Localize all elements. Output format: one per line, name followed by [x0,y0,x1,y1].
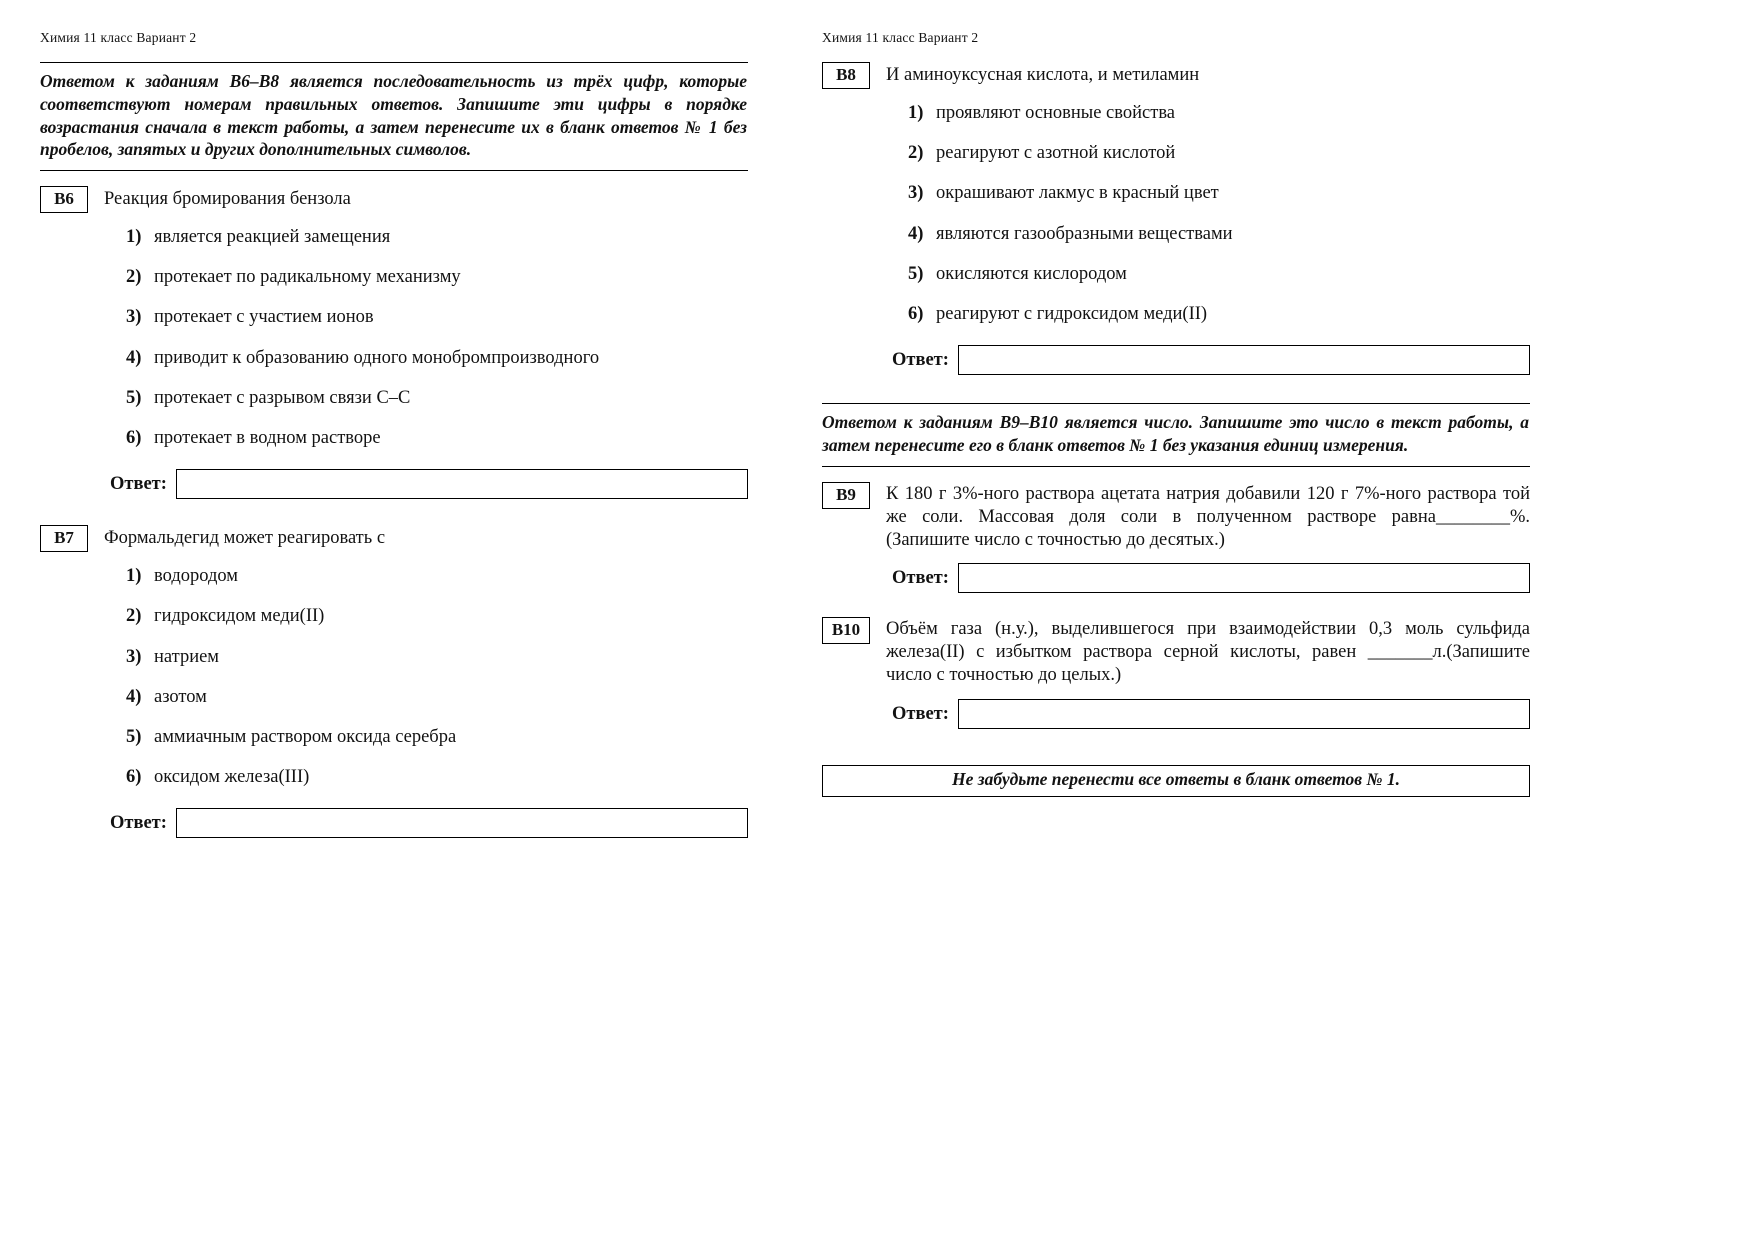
option-text: натрием [154,646,220,667]
instruction-b6-b8: Ответом к заданиям В6–В8 является последовательность из трёх цифр, которые соответствуют номерам правильных ответов. Запишите эти цифры в порядке возрастания сначала в текст работы, а затем перенесите их в бланк ответов № 1 без пробелов, запятых и других дополнительных символов. [40,62,748,171]
option-number: 1) [126,566,142,587]
answer-label-b6: Ответ: [110,473,167,494]
page-header-left: Химия 11 класс Вариант 2 [40,30,197,45]
option-text: оксидом железа(III) [154,767,310,788]
answer-input-box-b9[interactable] [958,563,1530,593]
option-number: 4) [126,347,142,368]
option-b6-4 [126,347,748,369]
answer-label-b9: Ответ: [892,567,949,588]
question-b6 [40,186,748,499]
option-number: 5) [126,387,142,408]
question-b9 [822,482,1530,594]
answer-row-b7 [110,808,748,838]
instruction-b9-b10: Ответом к заданиям В9–В10 является число. Запишите это число в текст работы, а затем перенесите его в бланк ответов № 1 без указания единиц измерения. [822,403,1530,467]
answer-row-b6 [110,469,748,499]
option-text: азотом [154,686,207,707]
answer-label-b7: Ответ: [110,812,167,833]
answer-input-box-b7[interactable] [176,808,748,838]
option-b7-1 [126,565,748,587]
option-b6-6 [126,427,748,449]
question-b8-prompt: И аминоуксусная кислота, и метиламин [886,65,1200,85]
option-b7-6 [126,766,748,788]
option-text: гидроксидом меди(II) [154,606,325,627]
question-b8 [822,62,1530,375]
left-page-column [40,30,748,838]
option-b8-4 [908,223,1530,245]
option-text: приводит к образованию одного монобромпроизводного [154,347,600,368]
question-b7-prompt: Формальдегид может реагировать с [104,528,386,549]
option-number: 3) [908,183,924,204]
question-label-b10: В10 [822,617,870,644]
question-b7-head [40,525,748,552]
question-label-b9: В9 [822,482,870,509]
question-label-b8: В8 [822,62,870,89]
question-b10-head [822,617,1530,687]
option-b8-5 [908,263,1530,285]
option-text: окисляются кислородом [936,263,1127,284]
option-text: аммиачным раствором оксида серебра [154,726,457,747]
option-text: реагируют с гидроксидом меди(II) [936,303,1208,324]
question-b7 [40,525,748,838]
option-b7-5 [126,726,748,748]
option-b8-6 [908,303,1530,325]
option-number: 5) [908,263,924,284]
question-b8-options [908,102,1530,325]
option-b8-3 [908,182,1530,204]
option-number: 6) [126,767,142,788]
option-number: 6) [126,427,142,448]
answer-row-b9 [892,563,1530,593]
question-b7-options [126,565,748,788]
answer-label-b10: Ответ: [892,703,949,724]
option-b6-1 [126,226,748,248]
option-text: проявляют основные свойства [936,103,1176,123]
answer-row-b10 [892,699,1530,729]
option-number: 6) [908,303,924,324]
option-text: протекает с разрывом связи С–С [154,387,411,408]
option-number: 1) [908,103,924,123]
answer-row-b8 [892,345,1530,375]
option-b7-3 [126,646,748,668]
answer-input-box-b10[interactable] [958,699,1530,729]
question-b9-head [822,482,1530,552]
option-text: является реакцией замещения [154,227,391,247]
question-b10 [822,617,1530,729]
option-text: водородом [154,566,238,587]
option-b8-2 [908,142,1530,164]
option-number: 4) [908,223,924,244]
right-page-column [822,30,1530,797]
option-b7-4 [126,686,748,708]
question-b8-head [822,62,1530,89]
option-b6-2 [126,266,748,288]
option-number: 2) [126,606,142,627]
question-b6-prompt: Реакция бромирования бензола [104,189,351,209]
option-number: 4) [126,686,142,707]
option-b8-1 [908,102,1530,124]
option-number: 5) [126,726,142,747]
question-b6-head [40,186,748,213]
option-number: 2) [126,267,142,288]
option-text: реагируют с азотной кислотой [936,143,1176,164]
option-b7-2 [126,605,748,627]
option-text: протекает по радикальному механизму [154,267,461,288]
question-b9-text: К 180 г 3%-ного раствора ацетата натрия добавили 120 г 7%-ного раствора той же соли. Массовая доля соли в полученном растворе равна________%. (Запишите число с точностью до десятых.) [886,483,1530,550]
option-number: 3) [126,307,142,328]
option-text: являются газообразными веществами [936,223,1233,244]
option-number: 1) [126,227,142,247]
option-text: протекает с участием ионов [154,307,374,328]
question-label-b7: В7 [40,525,88,552]
answer-input-box-b6[interactable] [176,469,748,499]
option-b6-3 [126,306,748,328]
option-number: 3) [126,646,142,667]
option-number: 2) [908,143,924,164]
question-b10-text: Объём газа (н.у.), выделившегося при взаимодействии 0,3 моль сульфида железа(II) с избытком раствора серной кислоты, равен _______л.(Запишите число с точностью до целых.) [886,619,1530,686]
option-text: протекает в водном растворе [154,427,381,448]
option-b6-5 [126,387,748,409]
answer-input-box-b8[interactable] [958,345,1530,375]
option-text: окрашивают лакмус в красный цвет [936,183,1219,204]
question-label-b6: В6 [40,186,88,213]
footer-reminder-note: Не забудьте перенести все ответы в бланк ответов № 1. [822,765,1530,797]
page-header-right: Химия 11 класс Вариант 2 [822,30,979,45]
question-b6-options [126,226,748,449]
answer-label-b8: Ответ: [892,349,949,370]
